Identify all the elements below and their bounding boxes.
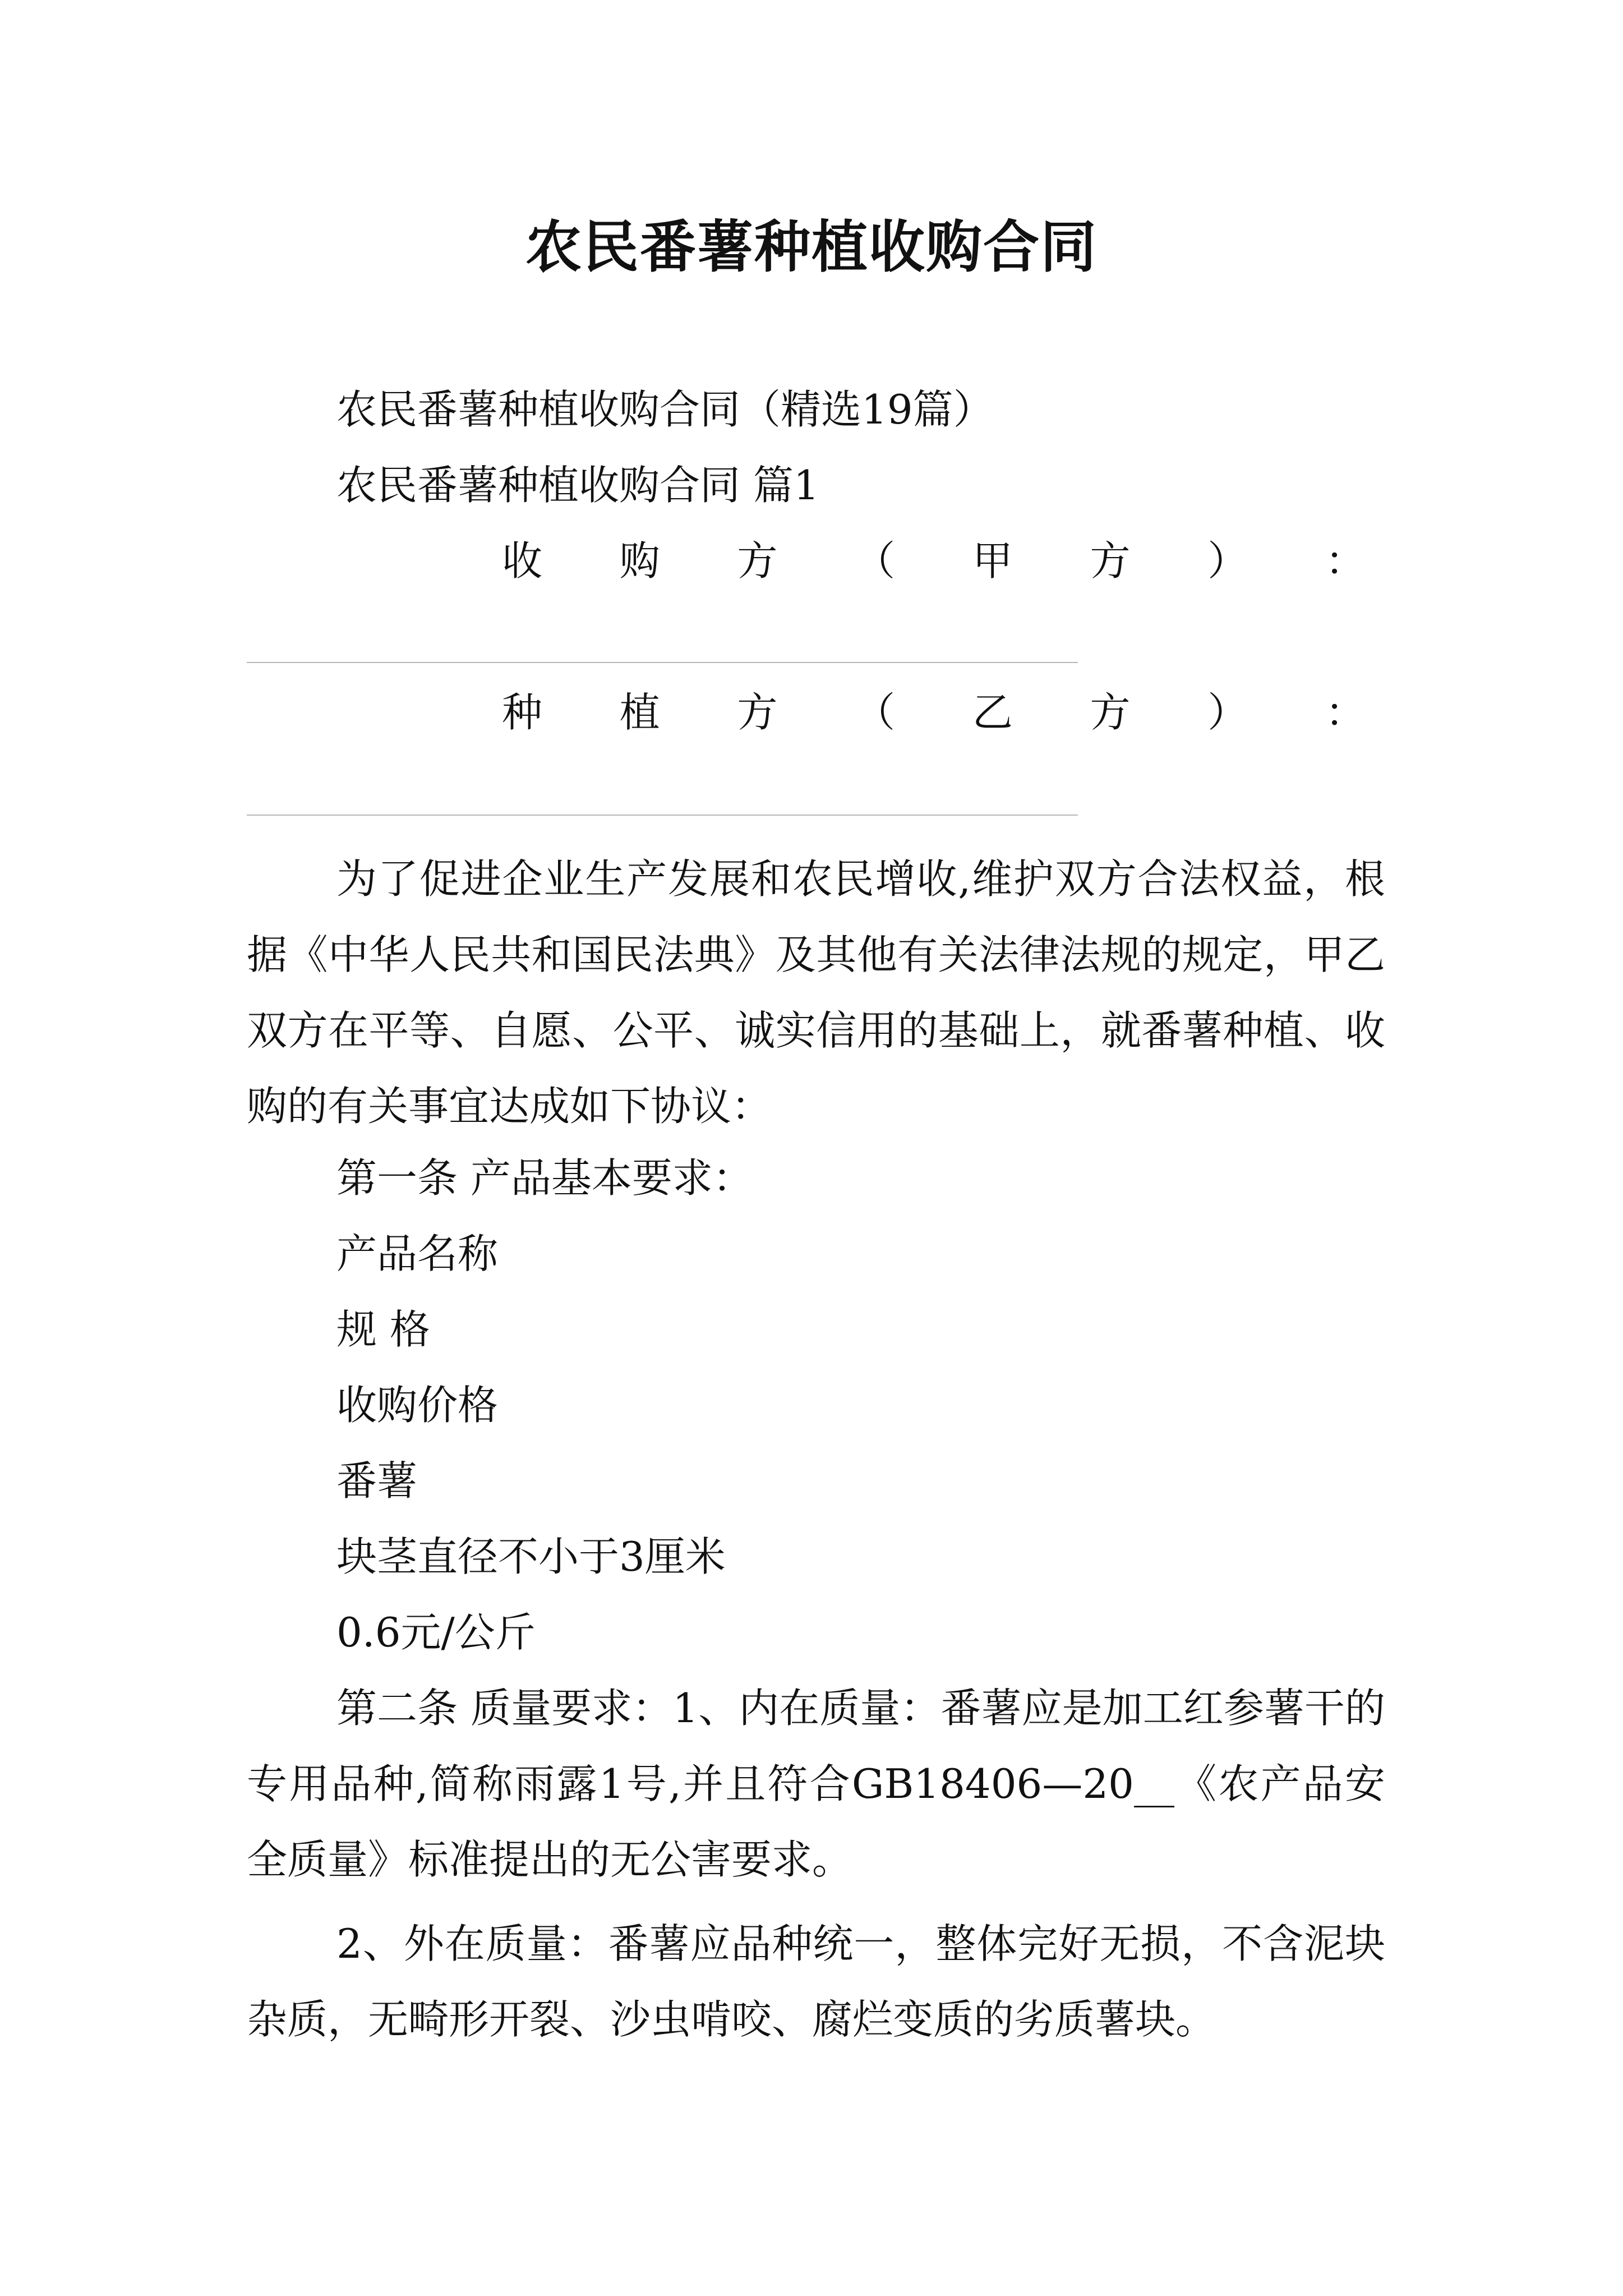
party-b-line	[502, 684, 1366, 740]
product-name-label: 产品名称	[336, 1230, 499, 1277]
party-b-char: ：	[1325, 689, 1366, 736]
section-heading: 农民番薯种植收购合同 篇1	[336, 462, 819, 509]
document-subtitle: 农民番薯种植收购合同（精选19篇）	[336, 386, 994, 433]
party-a-char: （	[855, 537, 896, 585]
party-a-char: 方	[737, 537, 778, 585]
party-a-char: 甲	[972, 537, 1013, 585]
document-title: 农民番薯种植收购合同	[525, 214, 1098, 280]
party-a-char: 方	[1090, 537, 1131, 585]
spec-label: 规 格	[336, 1306, 430, 1353]
party-b-char: 乙	[972, 689, 1013, 736]
party-b-signature-line	[247, 815, 1078, 816]
party-a-char: 收	[502, 537, 543, 585]
article2-paragraph: 第二条 质量要求：1、内在质量：番薯应是加工红参薯干的专用品种,简称雨露1号,并且符合GB18406—20__《农产品安全质量》标准提出的无公害要求。	[247, 1685, 1385, 1883]
party-b-char: 方	[737, 689, 778, 736]
price-label: 收购价格	[336, 1382, 499, 1429]
party-a-char: ：	[1325, 537, 1366, 585]
party-b-char: 方	[1090, 689, 1131, 736]
party-a-char: ）	[1207, 537, 1248, 585]
party-b-char: （	[855, 689, 896, 736]
product-name-value: 番薯	[336, 1457, 418, 1504]
price-value: 0.6元/公斤	[336, 1609, 536, 1656]
party-b-char: 植	[619, 689, 660, 736]
spec-value: 块茎直径不小于3厘米	[336, 1533, 726, 1580]
party-b-char: 种	[502, 689, 543, 736]
party-b-char: ）	[1207, 689, 1248, 736]
party-a-char: 购	[619, 537, 660, 585]
intro-paragraph: 为了促进企业生产发展和农民增收,维护双方合法权益，根据《中华人民共和国民法典》及其他有关法律法规的规定，甲乙双方在平等、自愿、公平、诚实信用的基础上，就番薯种植、收购的有关事宜达成如下协议：	[247, 855, 1385, 1130]
party-a-line	[502, 533, 1366, 589]
article1-heading: 第一条 产品基本要求：	[336, 1154, 753, 1202]
party-a-signature-line	[247, 662, 1078, 663]
external-quality-paragraph: 2、外在质量：番薯应品种统一，整体完好无损，不含泥块杂质，无畸形开裂、沙虫啃咬、腐烂变质的劣质薯块。	[247, 1920, 1385, 2043]
